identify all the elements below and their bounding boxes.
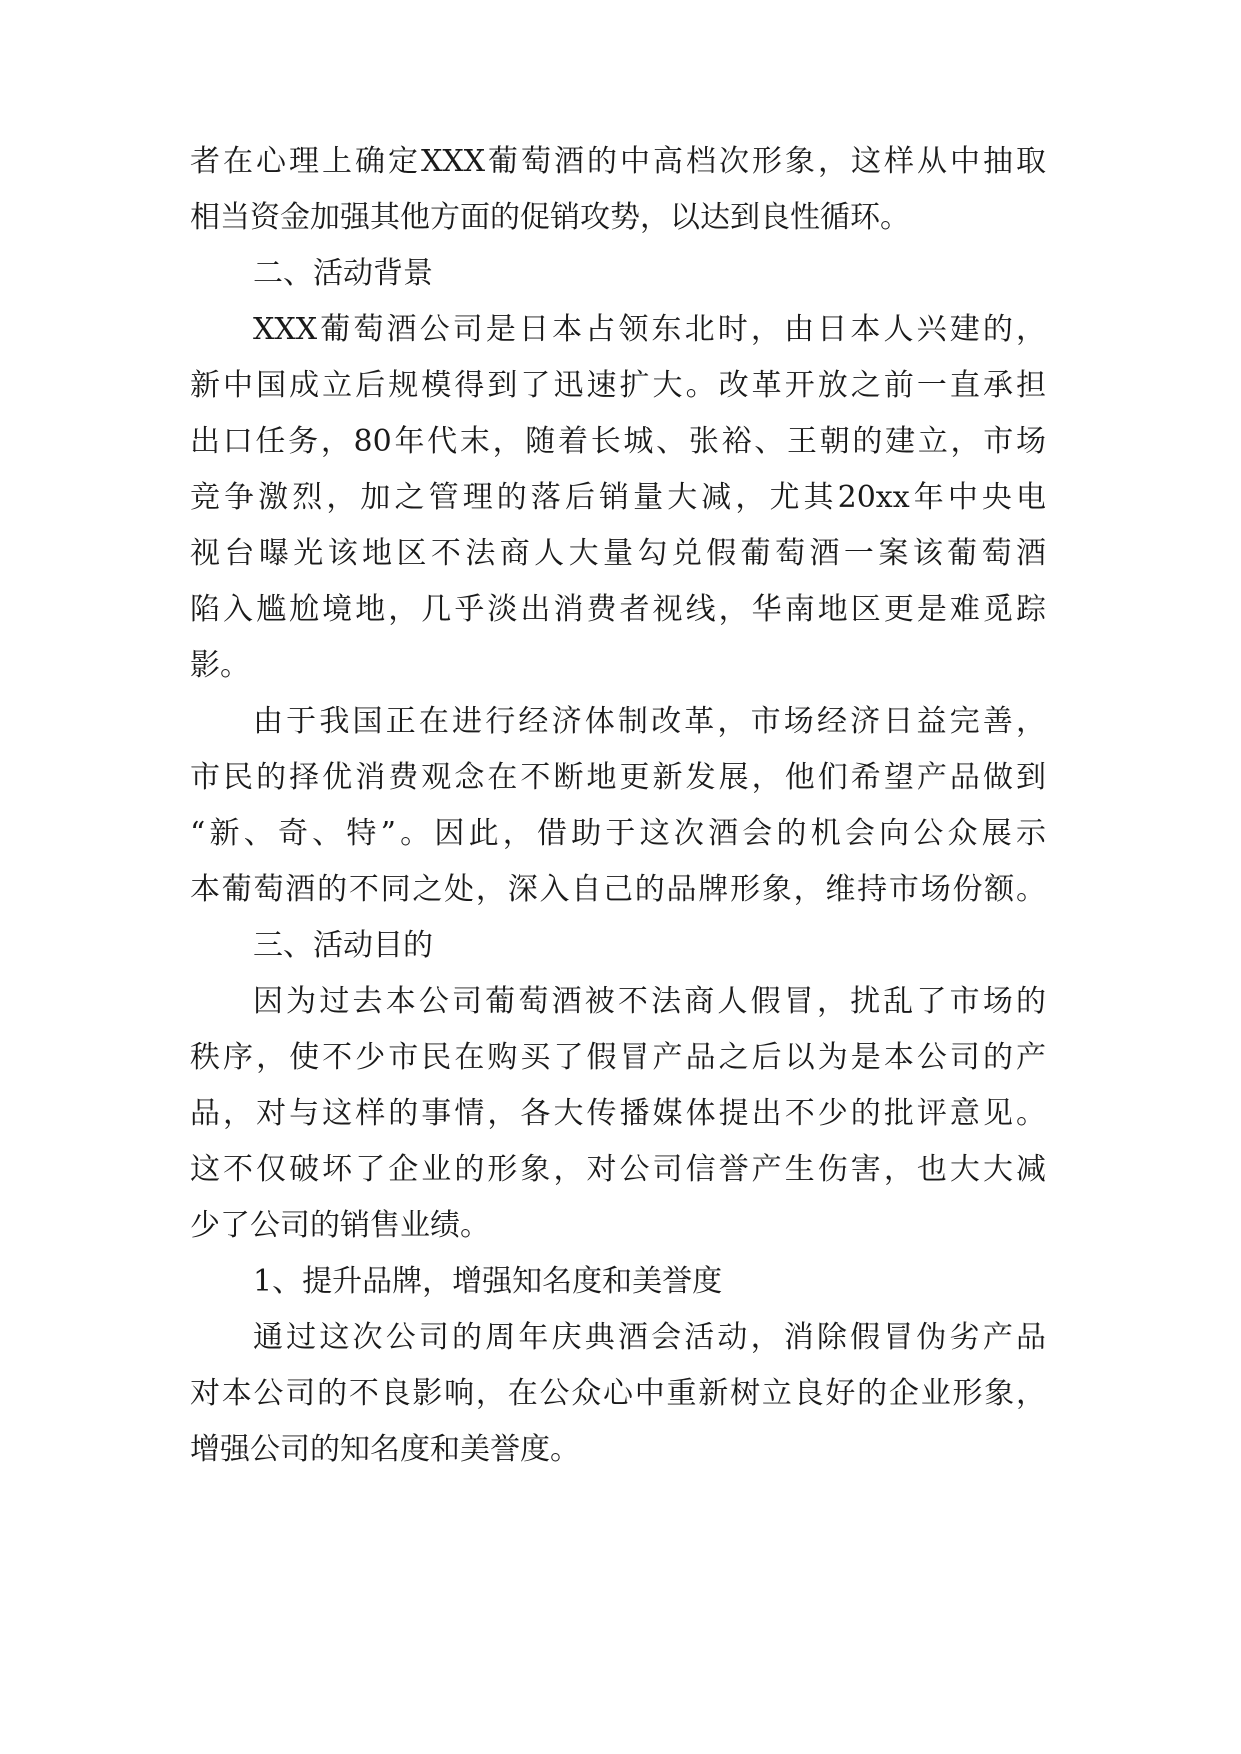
paragraph-line: 少了公司的销售业绩。 [190,1208,490,1243]
paragraph-line: XXX葡萄酒公司是日本占领东北时，由日本人兴建的， [253,312,1046,347]
paragraph-line: 对本公司的不良影响，在公众心中重新树立良好的企业形象， [190,1376,1046,1411]
section-heading: 二、活动背景 [253,256,433,291]
paragraph-line: 者在心理上确定XXX葡萄酒的中高档次形象，这样从中抽取 [190,144,1046,179]
paragraph-line: 通过这次公司的周年庆典酒会活动，消除假冒伪劣产品 [253,1320,1046,1355]
paragraph-line: 竞争激烈，加之管理的落后销量大减，尤其20xx年中央电 [190,480,1046,515]
paragraph-line: 市民的择优消费观念在不断地更新发展，他们希望产品做到 [190,760,1046,795]
section-heading: 1、提升品牌，增强知名度和美誉度 [253,1264,723,1299]
paragraph-line: 新中国成立后规模得到了迅速扩大。改革开放之前一直承担 [190,368,1046,403]
paragraph-line: 视台曝光该地区不法商人大量勾兑假葡萄酒一案该葡萄酒 [190,536,1046,571]
paragraph-line: 增强公司的知名度和美誉度。 [190,1432,580,1467]
paragraph-line: “新、奇、特”。因此，借助于这次酒会的机会向公众展示 [190,816,1046,851]
paragraph-line: 品，对与这样的事情，各大传播媒体提出不少的批评意见。 [190,1096,1046,1131]
paragraph-line: 陷入尴尬境地，几乎淡出消费者视线，华南地区更是难觅踪 [190,592,1046,627]
paragraph-line: 相当资金加强其他方面的促销攻势，以达到良性循环。 [190,200,910,235]
paragraph-line: 影。 [190,648,250,683]
paragraph-line: 秩序，使不少市民在购买了假冒产品之后以为是本公司的产 [190,1040,1046,1075]
section-heading: 三、活动目的 [253,928,433,963]
paragraph-line: 这不仅破坏了企业的形象，对公司信誉产生伤害，也大大减 [190,1152,1046,1187]
paragraph-line: 本葡萄酒的不同之处，深入自己的品牌形象，维持市场份额。 [190,872,1046,907]
paragraph-line: 因为过去本公司葡萄酒被不法商人假冒，扰乱了市场的 [253,984,1046,1019]
paragraph-line: 出口任务，80年代末，随着长城、张裕、王朝的建立，市场 [190,424,1046,459]
paragraph-line: 由于我国正在进行经济体制改革，市场经济日益完善， [253,704,1046,739]
